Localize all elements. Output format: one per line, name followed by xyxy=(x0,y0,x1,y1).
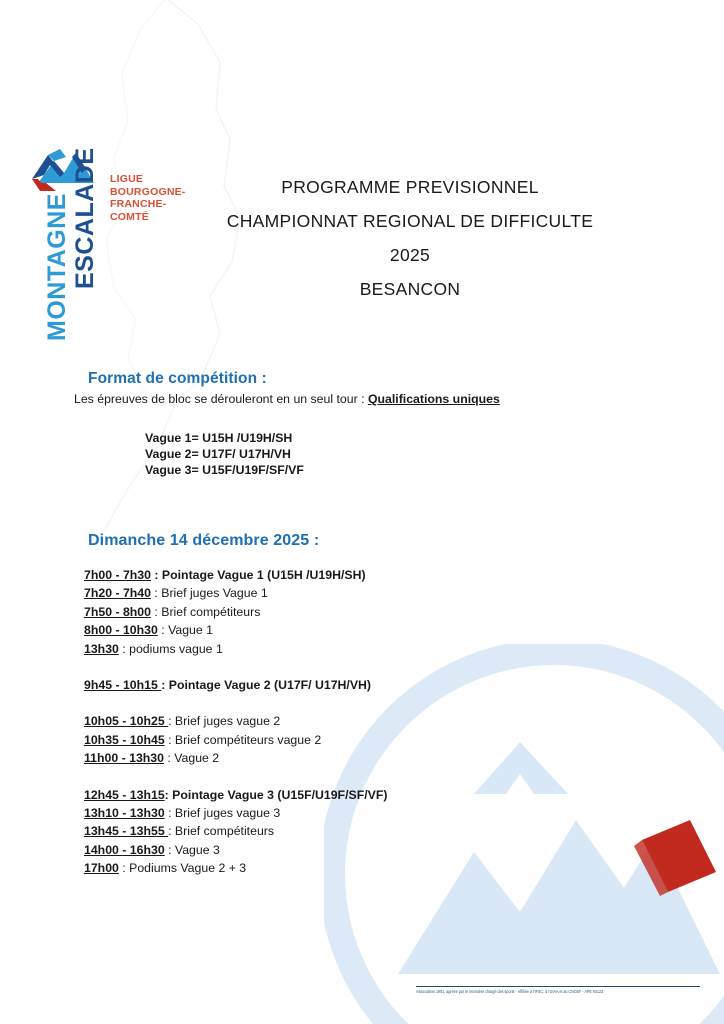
schedule-description: : Podiums Vague 2 + 3 xyxy=(118,861,247,876)
schedule-description: : Vague 2 xyxy=(163,751,220,766)
schedule-description: : Brief compétiteurs xyxy=(168,824,275,839)
schedule-row xyxy=(84,859,524,877)
schedule-description: : podiums vague 1 xyxy=(118,641,223,656)
format-intro-emphasis: Qualifications uniques xyxy=(367,392,500,406)
schedule-row xyxy=(84,804,524,822)
title-line-3-year: 2025 xyxy=(389,245,431,265)
format-section-heading: Format de compétition : xyxy=(88,370,267,387)
title-line-4-city: BESANCON xyxy=(359,279,461,299)
vague-line-3: Vague 3= U15F/U19F/SF/VF xyxy=(145,463,304,478)
format-intro-line xyxy=(74,392,500,406)
page-footer xyxy=(416,986,700,993)
logo-word-montagne: MONTAGNE xyxy=(43,193,71,341)
schedule-row xyxy=(84,712,524,730)
schedule-description: : Vague 3 xyxy=(164,842,220,857)
schedule-time: 7h20 - 7h40 xyxy=(84,586,151,601)
vague-line-2: Vague 2= U17F/ U17H/VH xyxy=(145,447,291,462)
schedule-time: 13h10 - 13h30 xyxy=(84,806,165,821)
schedule-description: : Vague 1 xyxy=(157,623,213,638)
schedule-row xyxy=(84,640,524,658)
schedule-time: 7h50 - 8h00 xyxy=(84,604,151,619)
schedule-time: 13h45 - 13h55 xyxy=(84,824,169,839)
logo-ligue-line-2: BOURGOGNE- xyxy=(110,185,186,198)
schedule-time: 7h00 - 7h30 xyxy=(84,568,151,582)
schedule-time: 10h35 - 10h45 xyxy=(84,732,165,747)
format-intro-text: Les épreuves de bloc se dérouleront en un seul tour : xyxy=(74,392,368,406)
schedule-row xyxy=(84,676,524,694)
logo-word-escalade: ESCALADE xyxy=(71,147,99,289)
schedule-row xyxy=(84,566,524,584)
schedule-row xyxy=(84,749,524,767)
schedule-description: : Pointage Vague 2 (U17F/ U17H/VH) xyxy=(161,678,372,693)
vague-line-1: Vague 1= U15H /U19H/SH xyxy=(145,431,293,445)
schedule-time: 11h00 - 13h30 xyxy=(84,751,164,766)
schedule-time: 13h30 xyxy=(84,641,119,656)
schedule-row xyxy=(84,731,524,749)
title-line-1: PROGRAMME PREVISIONNEL xyxy=(281,177,539,197)
logo-ligue-line-4: COMTÉ xyxy=(110,210,149,223)
schedule-group-gap xyxy=(84,658,524,676)
schedule-time: 12h45 - 13h15 xyxy=(84,787,165,802)
schedule-row xyxy=(84,584,524,602)
schedule-date-heading: Dimanche 14 décembre 2025 : xyxy=(88,532,320,549)
schedule-description: : Brief juges vague 2 xyxy=(168,714,281,729)
schedule-row xyxy=(84,822,524,840)
schedule-group-gap xyxy=(84,768,524,786)
schedule-time: 8h00 - 10h30 xyxy=(84,623,158,638)
schedule-description: : Pointage Vague 3 (U15F/U19F/SF/VF) xyxy=(164,787,388,802)
logo-ligue-line-3: FRANCHE- xyxy=(110,198,167,211)
schedule-description: : Brief compétiteurs xyxy=(151,604,261,619)
schedule-group-gap xyxy=(84,694,524,712)
schedule-time: 10h05 - 10h25 xyxy=(84,714,169,729)
logo-ligue-line-1: LIGUE xyxy=(110,173,144,185)
schedule-row xyxy=(84,621,524,639)
schedule-time: 9h45 - 10h15 xyxy=(84,678,162,693)
vagues-list xyxy=(145,430,304,479)
schedule-row xyxy=(84,786,524,804)
schedule-time: 14h00 - 16h30 xyxy=(84,842,165,857)
schedule-row xyxy=(84,841,524,859)
footer-legal-text: Association 1901, agréée par le ministère chargé des sports - Affiliée à l'IFSC, à l'UIAA et au CNOSF - APE 9312Z xyxy=(416,989,604,995)
schedule-row xyxy=(84,603,524,621)
footer-divider xyxy=(416,986,700,987)
schedule-description: : Brief juges Vague 1 xyxy=(151,586,268,601)
document-title xyxy=(130,170,690,306)
schedule-time: 17h00 xyxy=(84,861,119,876)
schedule-description: : Brief compétiteurs vague 2 xyxy=(164,732,322,747)
schedule-description: : Pointage Vague 1 (U15H /U19H/SH) xyxy=(151,568,366,582)
schedule-description: : Brief juges vague 3 xyxy=(164,806,281,821)
schedule-list xyxy=(84,566,524,878)
title-line-2: CHAMPIONNAT REGIONAL DE DIFFICULTE xyxy=(226,211,594,231)
